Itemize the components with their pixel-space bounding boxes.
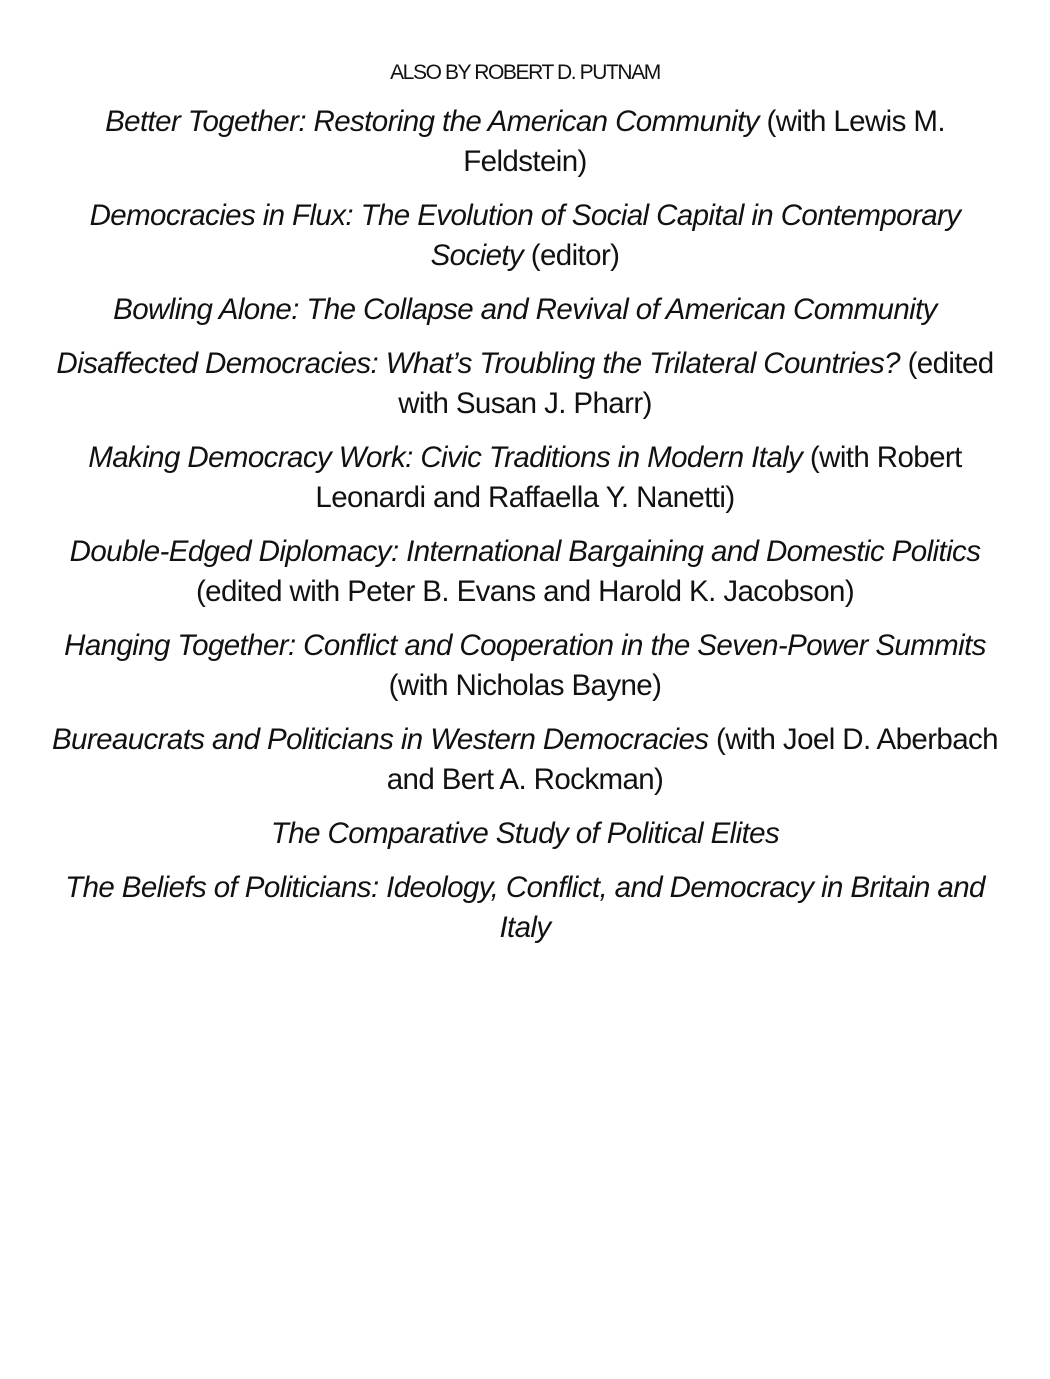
book-note: (with Robert Leonardi and Raffaella Y. Nanetti) (315, 441, 962, 514)
book-entry (40, 196, 1010, 276)
book-list (40, 102, 1010, 948)
book-entry (40, 626, 1010, 706)
book-entry (40, 438, 1010, 518)
book-entry (40, 290, 1010, 330)
book-entry (40, 102, 1010, 182)
book-entry (40, 720, 1010, 800)
book-title: Bureaucrats and Politicians in Western Democracies (51, 723, 709, 756)
book-entry (40, 344, 1010, 424)
book-title: The Comparative Study of Political Elites (270, 817, 780, 850)
book-note: (edited with Peter B. Evans and Harold K. Jacobson) (195, 575, 855, 608)
book-title: Better Together: Restoring the American Community (105, 105, 759, 138)
book-note: (with Nicholas Bayne) (388, 669, 662, 702)
book-title: Double-Edged Diplomacy: International Bargaining and Domestic Politics (69, 535, 981, 568)
book-entry (40, 868, 1010, 948)
book-entry (40, 814, 1010, 854)
book-title: Hanging Together: Conflict and Cooperation in the Seven-Power Summits (64, 629, 986, 662)
book-note: (edited with Susan J. Pharr) (398, 347, 994, 420)
book-note: (with Lewis M. Feldstein) (463, 105, 945, 178)
book-note: (editor) (530, 239, 620, 272)
book-note: (with Joel D. Aberbach and Bert A. Rockman) (386, 723, 998, 796)
page-heading: ALSO BY ROBERT D. PUTNAM (390, 61, 660, 84)
book-title: Bowling Alone: The Collapse and Revival of American Community (113, 293, 937, 326)
book-title: Making Democracy Work: Civic Traditions in Modern Italy (88, 441, 803, 474)
book-title: The Beliefs of Politicians: Ideology, Conflict, and Democracy in Britain and Italy (65, 871, 985, 944)
book-title: Disaffected Democracies: What’s Troubling the Trilateral Countries? (56, 347, 900, 380)
book-title: Democracies in Flux: The Evolution of Social Capital in Contemporary Society (89, 199, 961, 272)
book-entry (40, 532, 1010, 612)
